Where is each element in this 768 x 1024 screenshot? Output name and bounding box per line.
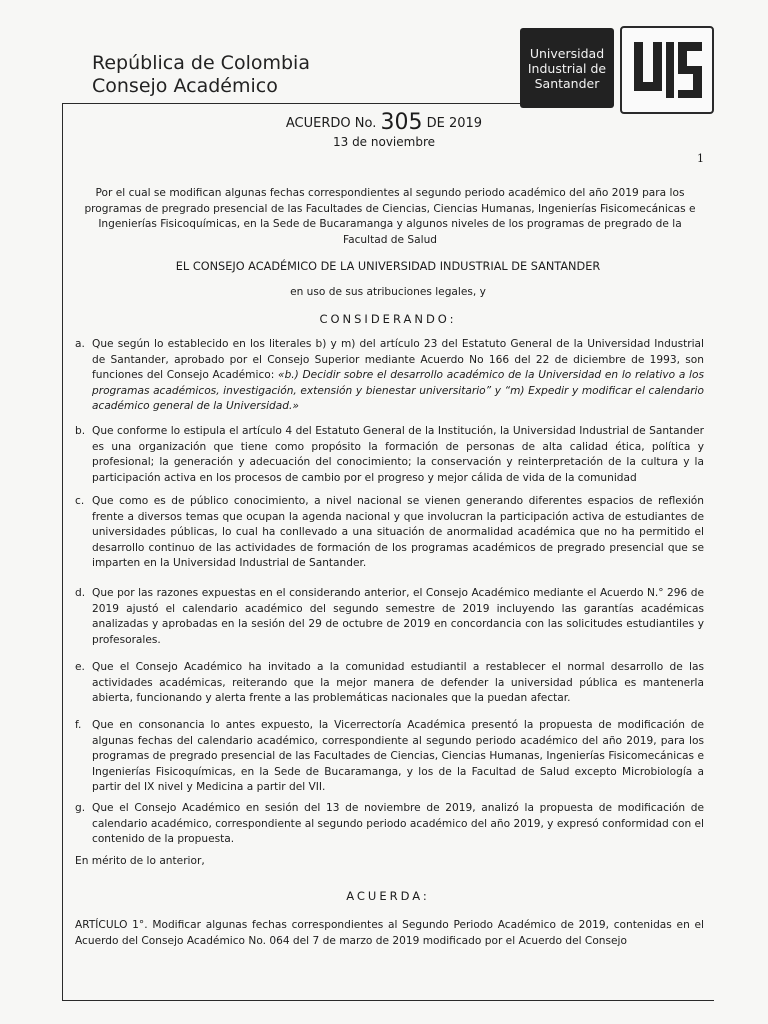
item-text: Que por las razones expuestas en el considerando anterior, el Consejo Académico mediante el Acuerdo N.° 296 de 2019 ajustó el calendario académico del segundo semestre de 2019 incluyendo las garantías académicas analizadas y aprobadas en la sesión del 29 de octubre de 2019 en concordancia con las solicitudes estudiantiles y profesorales. (92, 587, 704, 646)
frame-top-rule (62, 103, 520, 104)
considerando-item-f (75, 718, 704, 796)
summary-paragraph: Por el cual se modifican algunas fechas correspondientes al segundo periodo académico del año 2019 para los programas de pregrado presencial de las Facultades de Ciencias, Ciencias Humanas, Ingenierías Fisicomecánicas e Ingenierías Fisicoquímicas, en la Sede de Bucaramanga y algunos niveles de los programas de pregrado de la Facultad de Salud (84, 187, 696, 246)
brand-line-3: Santander (534, 75, 600, 91)
articulo-1-text: ARTÍCULO 1°. Modificar algunas fechas correspondientes al Segundo Periodo Académico de 2019, contenidas en el Acuerdo del Consejo Académico No. 064 del 7 de marzo de 2019 modificado por el Acuerdo del Consejo (75, 919, 704, 947)
attributions-line: en uso de sus atribuciones legales, y (290, 286, 486, 298)
uis-logo-icon (620, 26, 714, 114)
frame-bottom-rule (62, 1000, 714, 1001)
acuerdo-prefix: ACUERDO No. (285, 116, 377, 131)
considerando-item-d (75, 586, 704, 648)
item-text: Que el Consejo Académico en sesión del 13 de noviembre de 2019, analizó la propuesta de modificación de calendario académico, correspondiente al segundo periodo académico del año 2019, y expresó conformidad con el contenido de la propuesta. (92, 802, 704, 846)
council-heading: EL CONSEJO ACADÉMICO DE LA UNIVERSIDAD INDUSTRIAL DE SANTANDER (175, 260, 601, 273)
acuerdo-date: 13 de noviembre (332, 135, 436, 149)
acuerdo-suffix: DE 2019 (426, 116, 483, 131)
item-label: e. (75, 661, 85, 673)
considerando-item-c (75, 494, 704, 572)
acuerdo-number: 305 (380, 110, 423, 135)
item-text: Que el Consejo Académico ha invitado a la comunidad estudiantil a restablecer el normal desarrollo de las actividades académicas, reiterando que la mejor manera de defender la universidad pública es mantenerla abierta, funcionando y alerta frente a las problemáticas nacionales que la puedan afectar. (92, 661, 704, 705)
merito-line: En mérito de lo anterior, (75, 855, 205, 867)
acuerda-heading: ACUERDA: (346, 889, 430, 903)
page-number: 1 (697, 152, 704, 165)
considerando-item-a (75, 337, 705, 415)
item-label: g. (75, 802, 86, 814)
republic-line: República de Colombia (92, 52, 310, 74)
university-brand-box (520, 28, 614, 108)
item-quote: «b.) Decidir sobre el desarrollo académico de la Universidad en lo relativo a los programas académicos, investigación, extensión y bienestar universitario” y “m) Expedir y modificar el calendario académico general de la Universidad.» (92, 369, 705, 413)
item-label: b. (75, 425, 86, 437)
brand-line-1: Universidad (529, 45, 605, 61)
frame-left-rule (62, 103, 63, 1000)
acuerdo-title (0, 110, 768, 135)
item-label: a. (75, 338, 85, 350)
considerando-item-b (75, 424, 704, 486)
item-text: Que según lo establecido en los literales b) y m) del artículo 23 del Estatuto General de la Universidad Industrial de Santander, aprobado por el Consejo Superior mediante Acuerdo No 166 del 22 de diciembre de 1993, son funciones del Consejo Académico: (92, 338, 704, 382)
item-label: c. (75, 495, 85, 507)
header-title (92, 52, 310, 98)
considerando-item-g (75, 801, 704, 848)
item-label: d. (75, 587, 86, 599)
item-text: Que en consonancia lo antes expuesto, la Vicerrectoría Académica presentó la propuesta de modificación de algunas fechas del calendario académico, correspondiente al segundo periodo académico del año 2019, para los programas de pregrado presencial de las Facultades de Ciencias, Ciencias Humanas, Ingenierías Fisicomecánicas e Ingenierías Fisicoquímicas, en la Sede de Bucaramanga, y los de la Facultad de Salud excepto Microbiología a partir del IX nivel y Medicina a partir del VII. (92, 719, 704, 794)
item-label: f. (75, 719, 82, 731)
item-text: Que como es de público conocimiento, a nivel nacional se vienen generando diferentes espacios de reflexión frente a diversos temas que ocupan la agenda nacional y que involucran la participación activa de estudiantes de universidades públicas, lo cual ha conllevado a una situación de anormalidad académica que no ha permitido el desarrollo continuo de las actividades de formación de los programas académicos de pregrado presencial que se imparten en la Universidad Industrial de Santander. (92, 495, 704, 570)
council-line: Consejo Académico (92, 75, 278, 97)
brand-line-2: Industrial de (527, 60, 607, 76)
considerando-heading: CONSIDERANDO: (319, 312, 457, 326)
item-text: Que conforme lo estipula el artículo 4 del Estatuto General de la Institución, la Universidad Industrial de Santander es una organización que tiene como propósito la formación de personas de alta calidad ética, política y profesional; la generación y adecuación del conocimiento; la conservación y reinterpretación de la cultura y la participación activa en los procesos de cambio por el progreso y mejor cálida de vida de la comunidad (92, 425, 704, 484)
considerando-item-e (75, 660, 704, 707)
